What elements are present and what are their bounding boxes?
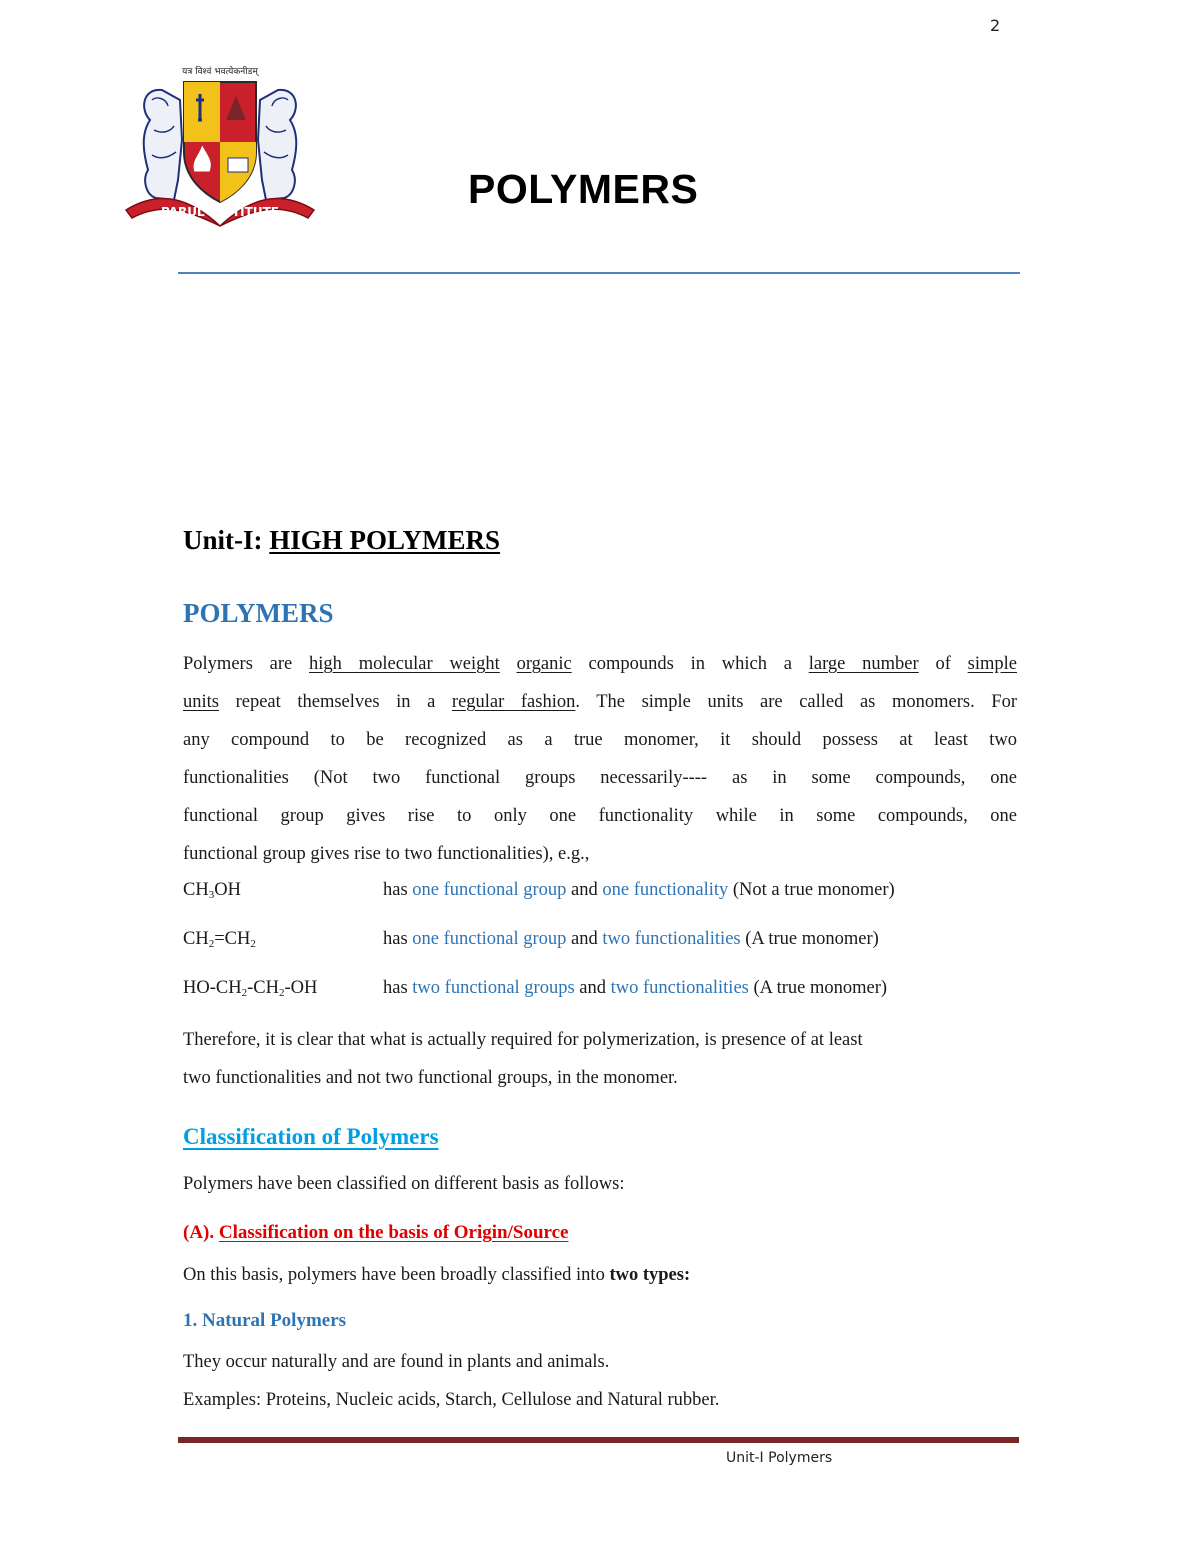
classification-intro-text: Polymers have been classified on different basis as follows:: [183, 1174, 625, 1194]
origin-prefix: (A).: [183, 1222, 219, 1243]
intro-line-3: any compound to be recognized as a true monomer, it should possess at least two: [183, 730, 1017, 750]
formula: $CH_3OH$: [183, 880, 241, 901]
intro-line-2: units repeat themselves in a regular fashion. The simple units are called as monomers. For: [183, 692, 1017, 712]
example-row: [183, 978, 1017, 999]
origin-intro: [183, 1256, 1017, 1294]
document-title: POLYMERS: [468, 166, 699, 212]
unit-title: HIGH POLYMERS: [269, 525, 501, 555]
logo-motto: यत्र विश्वं भवत्येकनीडम्: [182, 67, 258, 77]
natural-examples: Examples: Proteins, Nucleic acids, Starch, Cellulose and Natural rubber.: [183, 1390, 720, 1410]
page-number: 2: [990, 16, 1001, 35]
footer-divider: [178, 1437, 1019, 1443]
example-description: has one functional group and one functionality (Not a true monomer): [383, 880, 895, 900]
conclusion-paragraph: [183, 1021, 1017, 1097]
conclusion-line-2: two functionalities and not two functional groups, in the monomer.: [183, 1068, 678, 1088]
natural-polymers-body: [183, 1343, 1017, 1419]
origin-title: Classification on the basis of Origin/Source: [218, 1222, 569, 1243]
unit-heading: [183, 525, 500, 556]
logo-ribbon-text: PARUL INSTITUTE: [161, 205, 279, 219]
section-heading: POLYMERS: [183, 598, 334, 628]
example-row: [183, 929, 1017, 950]
footer-text: Unit-I Polymers: [726, 1450, 833, 1466]
natural-description: They occur naturally and are found in plants and animals.: [183, 1352, 610, 1372]
origin-classification-heading: [183, 1222, 568, 1244]
unit-prefix: Unit-I:: [183, 525, 270, 555]
formula: $HO-CH_2-CH_2-OH$: [183, 978, 318, 999]
example-description: has one functional group and two functionalities (A true monomer): [383, 929, 879, 949]
conclusion-line-1: Therefore, it is clear that what is actually required for polymerization, is presence of at least: [183, 1030, 863, 1050]
example-row: [183, 880, 1017, 901]
natural-polymers-heading: 1. Natural Polymers: [183, 1310, 347, 1331]
intro-line-6: functional group gives rise to two functionalities), e.g.,: [183, 844, 590, 864]
intro-line-5: functional group gives rise to only one functionality while in some compounds, one: [183, 806, 1017, 826]
intro-line-1: Polymers are high molecular weight organic compounds in which a large number of simple: [183, 654, 1017, 674]
classification-heading: Classification of Polymers: [183, 1124, 439, 1149]
example-description: has two functional groups and two functionalities (A true monomer): [383, 978, 888, 998]
intro-paragraph: [183, 645, 1017, 873]
left-lion-icon: [144, 90, 182, 200]
intro-line-4: functionalities (Not two functional groups necessarily---- as in some compounds, one: [183, 768, 1017, 788]
formula: $CH_2=CH_2$: [183, 929, 256, 950]
classification-intro: [183, 1165, 1017, 1203]
right-lion-icon: [258, 90, 296, 200]
parul-institute-logo: [122, 60, 318, 228]
top-divider: [178, 272, 1020, 274]
origin-intro-text: On this basis, polymers have been broadly classified into two types:: [183, 1265, 691, 1285]
